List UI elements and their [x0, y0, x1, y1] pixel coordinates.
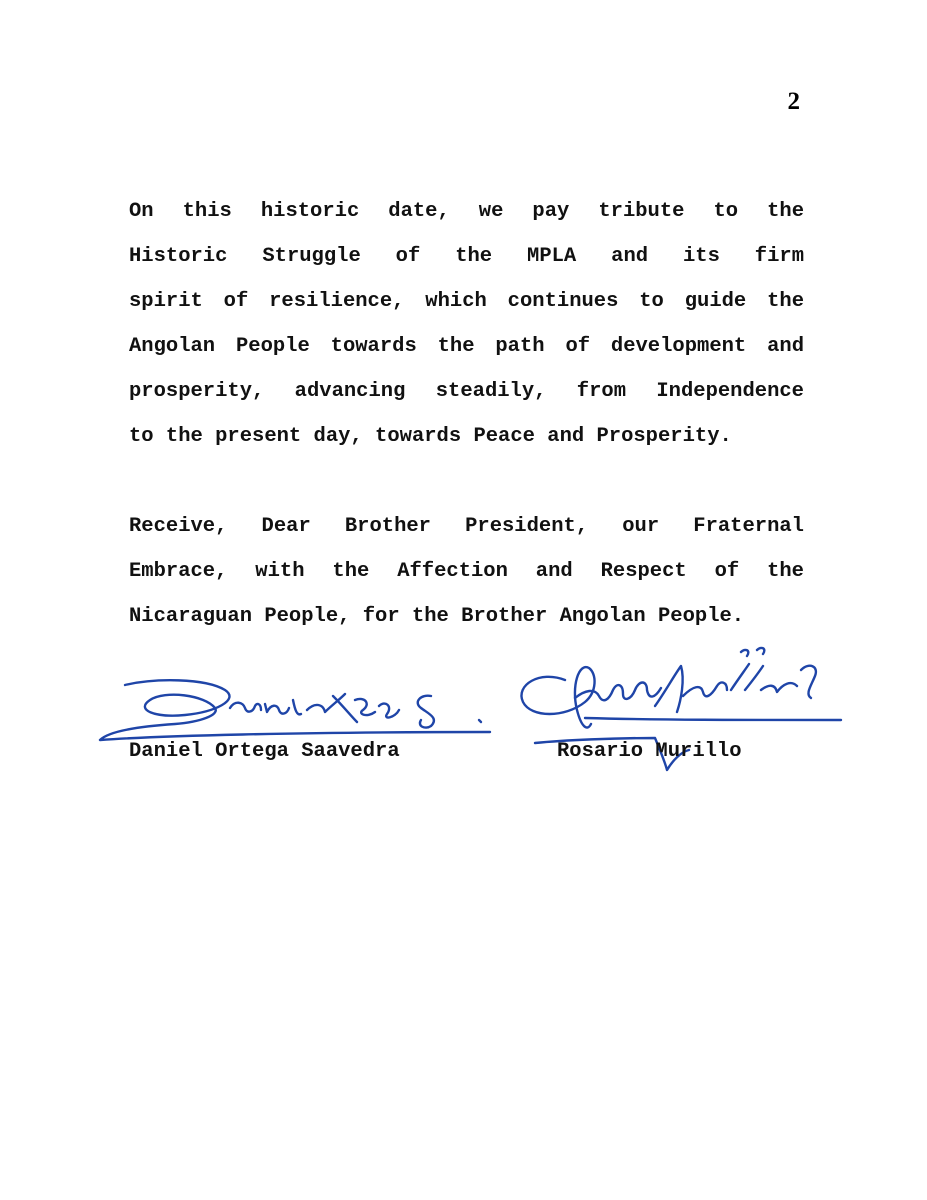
signature-ortega — [95, 660, 495, 750]
paragraph-line: Historic Struggle of the MPLA and its firm — [129, 245, 804, 268]
paragraph-embrace — [129, 504, 804, 639]
paragraph-line: Embrace, with the Affection and Respect of the — [129, 560, 804, 583]
paragraph-line: to the present day, towards Peace and Prosperity. — [129, 425, 732, 448]
paragraph-line: Nicaraguan People, for the Brother Angolan People. — [129, 605, 745, 628]
paragraph-line: Angolan People towards the path of development and — [129, 335, 804, 358]
paragraph-line: spirit of resilience, which continues to guide the — [129, 290, 804, 313]
page-number: 2 — [787, 88, 800, 115]
signatory-name-ortega: Daniel Ortega Saavedra — [129, 740, 400, 763]
paragraph-tribute — [129, 189, 804, 459]
paragraph-line: Receive, Dear Brother President, our Fraternal — [129, 515, 804, 538]
signatory-name-murillo: Rosario Murillo — [557, 740, 742, 763]
paragraph-line: prosperity, advancing steadily, from Independence — [129, 380, 804, 403]
paragraph-line: On this historic date, we pay tribute to the — [129, 200, 804, 223]
